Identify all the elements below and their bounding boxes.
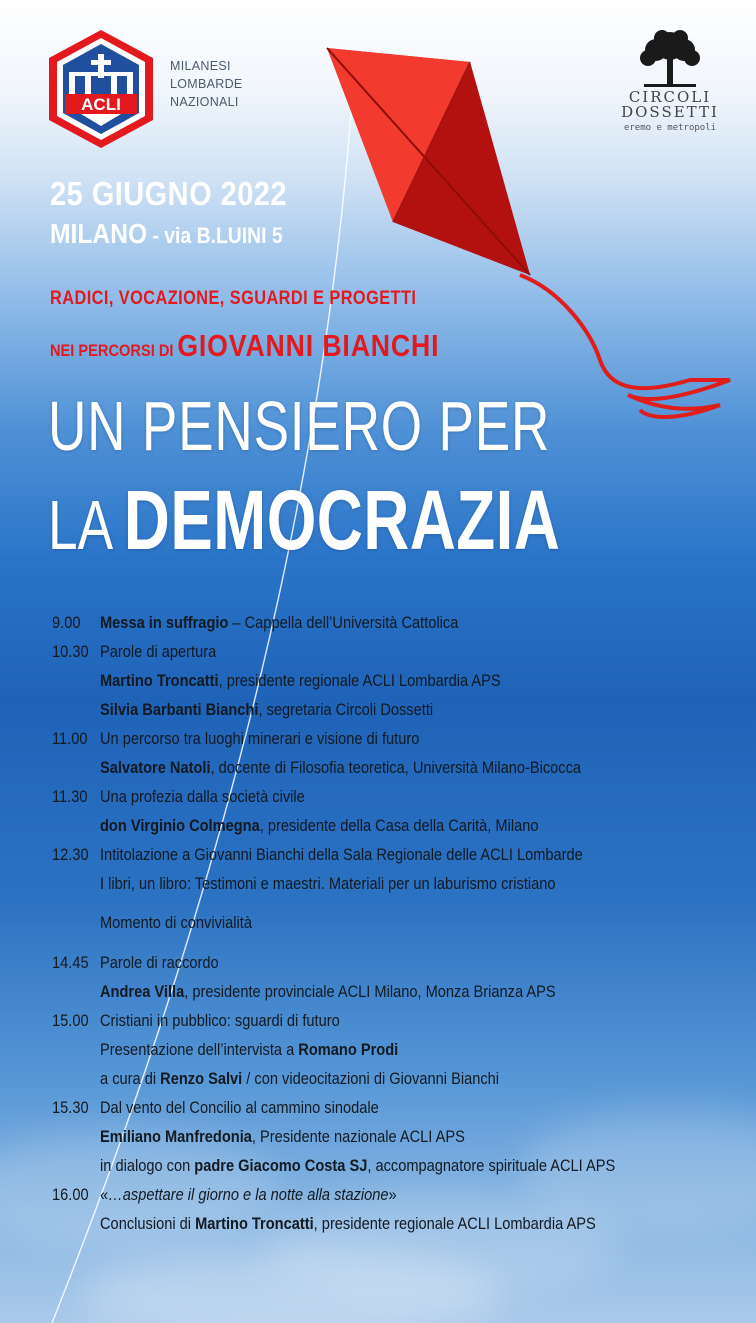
circoli-tagline: eremo e metropoli — [623, 123, 717, 133]
program-row — [52, 1064, 742, 1093]
program-text — [100, 869, 556, 898]
circoli-name-line1: CIRCOLI — [628, 88, 712, 106]
main-title-line1: UN PENSIERO PER — [48, 387, 551, 465]
program-detail: , presidente regionale ACLI Lombardia APS — [218, 671, 501, 690]
program-detail: , presidente provinciale ACLI Milano, Monza Brianza APS — [184, 982, 556, 1001]
program-row — [52, 1180, 742, 1209]
program-detail: I libri, un libro: Testimoni e maestri. Materiali per un laburismo cristiano — [100, 874, 556, 893]
event-date: 25 GIUGNO 2022 — [50, 175, 287, 212]
subtitle-line1: RADICI, VOCAZIONE, SGUARDI E PROGETTI — [50, 288, 417, 309]
main-title-line2 — [48, 472, 560, 569]
speaker-name: don Virginio Colmegna — [100, 816, 260, 835]
program-time: 9.00 — [52, 613, 81, 632]
acli-caption — [170, 57, 243, 111]
program-text — [100, 666, 501, 695]
program-detail: Conclusioni di — [100, 1214, 196, 1233]
circoli-name-line2: DOSSETTI — [621, 103, 719, 121]
speaker-name: Romano Prodi — [298, 1040, 399, 1059]
program-row — [52, 1122, 742, 1151]
program-time: 15.30 — [52, 1098, 89, 1117]
program-detail: / con videocitazioni di Giovanni Bianchi — [242, 1069, 500, 1088]
quote-text: …aspettare il giorno e la notte alla stazione — [108, 1185, 389, 1204]
program-text — [100, 724, 419, 753]
speaker-name: Emiliano Manfredonia — [100, 1127, 252, 1146]
program-text — [100, 1180, 397, 1209]
program-text — [100, 753, 581, 782]
acli-caption-line: LOMBARDE — [170, 77, 243, 91]
program-time: 12.30 — [52, 845, 89, 864]
program-row — [52, 908, 742, 937]
program-row — [52, 666, 742, 695]
program-row — [52, 608, 742, 637]
main-title-keyword: DEMOCRAZIA — [123, 473, 561, 567]
event-address: - via B.LUINI 5 — [152, 223, 283, 248]
subtitle-prefix: NEI PERCORSI DI — [50, 341, 174, 360]
main-title-prefix: LA — [48, 486, 114, 564]
program-detail: in dialogo con — [100, 1156, 195, 1175]
program-detail: Intitolazione a Giovanni Bianchi della Sala Regionale delle ACLI Lombarde — [100, 845, 583, 864]
program-text — [100, 1035, 398, 1064]
program-detail: » — [388, 1185, 397, 1204]
program-row — [52, 811, 742, 840]
kite-body — [327, 48, 530, 275]
program-row — [52, 782, 742, 811]
program-detail: Dal vento del Concilio al cammino sinodale — [100, 1098, 379, 1117]
program-row — [52, 869, 742, 898]
program-row — [52, 637, 742, 666]
program-detail: , presidente regionale ACLI Lombardia APS — [313, 1214, 596, 1233]
acli-caption-line: MILANESI — [170, 59, 231, 73]
program-detail: Momento di convivialità — [100, 913, 252, 932]
tree-icon — [630, 28, 710, 90]
circoli-dossetti-logo — [600, 28, 740, 133]
program-text — [100, 1093, 379, 1122]
program-text — [100, 782, 305, 811]
program-detail: Un percorso tra luoghi minerari e visione di futuro — [100, 729, 420, 748]
program-text — [100, 1209, 596, 1238]
program-detail: Parole di raccordo — [100, 953, 219, 972]
program-text — [100, 1006, 340, 1035]
program-time: 11.30 — [52, 787, 88, 806]
program-detail: « — [100, 1185, 109, 1204]
program-row — [52, 724, 742, 753]
program-detail: , accompagnatore spirituale ACLI APS — [367, 1156, 616, 1175]
acli-logo — [45, 28, 157, 150]
program-text — [100, 1151, 615, 1180]
program-text — [100, 948, 219, 977]
program-time: 14.45 — [52, 953, 89, 972]
program-row — [52, 948, 742, 977]
program-row — [52, 1035, 742, 1064]
program-row — [52, 1093, 742, 1122]
program-detail: Presentazione dell’intervista a — [100, 1040, 299, 1059]
program-detail: , segretaria Circoli Dossetti — [258, 700, 434, 719]
acli-logo-text: ACLI — [81, 95, 121, 114]
program-detail: , presidente della Casa della Carità, Milano — [259, 816, 539, 835]
speaker-name: Andrea Villa — [100, 982, 185, 1001]
program-detail: Parole di apertura — [100, 642, 217, 661]
program-text — [100, 1064, 499, 1093]
program-time: 11.00 — [52, 729, 88, 748]
program-text — [100, 908, 252, 937]
program-row — [52, 753, 742, 782]
program-row — [52, 1209, 742, 1238]
speaker-name: Renzo Salvi — [160, 1069, 243, 1088]
program-text — [100, 608, 458, 637]
program-time: 10.30 — [52, 642, 89, 661]
kite-tail — [520, 275, 730, 417]
program-detail: Cristiani in pubblico: sguardi di futuro — [100, 1011, 340, 1030]
program-text — [100, 637, 216, 666]
program-detail: , Presidente nazionale ACLI APS — [251, 1127, 465, 1146]
subtitle-line2 — [50, 328, 439, 364]
program-detail: – Cappella dell’Università Cattolica — [228, 613, 459, 632]
event-city: MILANO — [50, 218, 148, 249]
acli-caption-line: NAZIONALI — [170, 95, 239, 109]
program-time: 16.00 — [52, 1185, 89, 1204]
program-row — [52, 1006, 742, 1035]
program-schedule — [52, 608, 742, 1238]
event-place — [50, 218, 283, 250]
speaker-name: padre Giacomo Costa SJ — [194, 1156, 368, 1175]
program-detail: , docente di Filosofia teoretica, Università Milano-Bicocca — [210, 758, 582, 777]
program-text — [100, 1122, 465, 1151]
program-row — [52, 840, 742, 869]
program-row — [52, 977, 742, 1006]
program-text — [100, 840, 583, 869]
program-text — [100, 811, 538, 840]
program-text — [100, 977, 556, 1006]
speaker-name: Martino Troncatti — [195, 1214, 314, 1233]
speaker-name: Messa in suffragio — [100, 613, 229, 632]
speaker-name: Martino Troncatti — [100, 671, 219, 690]
program-row — [52, 1151, 742, 1180]
program-text — [100, 695, 433, 724]
program-time: 15.00 — [52, 1011, 89, 1030]
speaker-name: Salvatore Natoli — [100, 758, 211, 777]
program-detail: a cura di — [100, 1069, 161, 1088]
program-detail: Una profezia dalla società civile — [100, 787, 305, 806]
speaker-name: Silvia Barbanti Bianchi — [100, 700, 259, 719]
program-row — [52, 695, 742, 724]
subtitle-name: GIOVANNI BIANCHI — [177, 328, 440, 363]
